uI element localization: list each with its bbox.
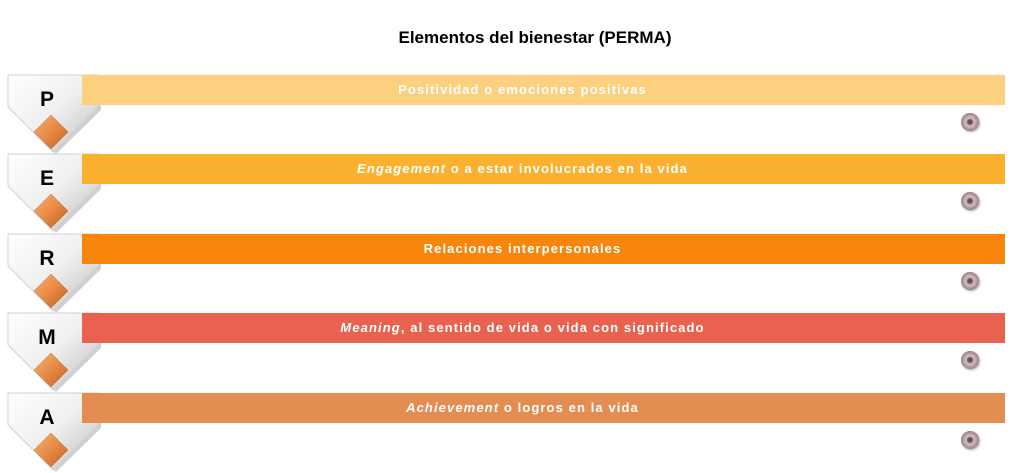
element-bar: [82, 234, 1005, 264]
diagram-title: Elementos del bienestar (PERMA): [398, 28, 672, 47]
element-label: [40, 75, 1005, 105]
chevron-letter: R: [39, 247, 55, 270]
element-label-text: o a estar involucrados en la vida: [446, 161, 688, 176]
element-label-emphasis: Engagement: [357, 161, 447, 176]
perma-row-e: [0, 153, 1023, 233]
chevron-letter: E: [39, 167, 54, 190]
perma-row-a: [0, 392, 1023, 472]
bullet-icon: [961, 351, 979, 369]
element-bar: [82, 75, 1005, 105]
element-label-text: Relaciones interpersonales: [423, 241, 622, 256]
element-bar: [82, 393, 1005, 423]
element-bar: [82, 154, 1005, 184]
chevron-letter: A: [39, 406, 55, 429]
bullet-icon: [961, 431, 979, 449]
bullet-icon: [961, 272, 979, 290]
bullet-icon: [961, 192, 979, 210]
bullet-icon: [961, 113, 979, 131]
chevron-letter: M: [38, 326, 56, 349]
perma-row-p: [0, 74, 1023, 154]
perma-row-r: [0, 233, 1023, 313]
element-label-emphasis: Meaning: [340, 320, 401, 335]
element-label-emphasis: Achievement: [406, 400, 500, 415]
element-label-text: Positividad o emociones positivas: [398, 82, 647, 97]
perma-row-m: [0, 312, 1023, 392]
element-label: [40, 154, 1005, 184]
element-label: [40, 313, 1005, 343]
element-label-text: , al sentido de vida o vida con significado: [400, 320, 705, 335]
element-bar: [82, 313, 1005, 343]
element-label: [40, 234, 1005, 264]
chevron-letter: P: [39, 88, 54, 111]
element-label-text: o logros en la vida: [499, 400, 639, 415]
element-label: [40, 393, 1005, 423]
